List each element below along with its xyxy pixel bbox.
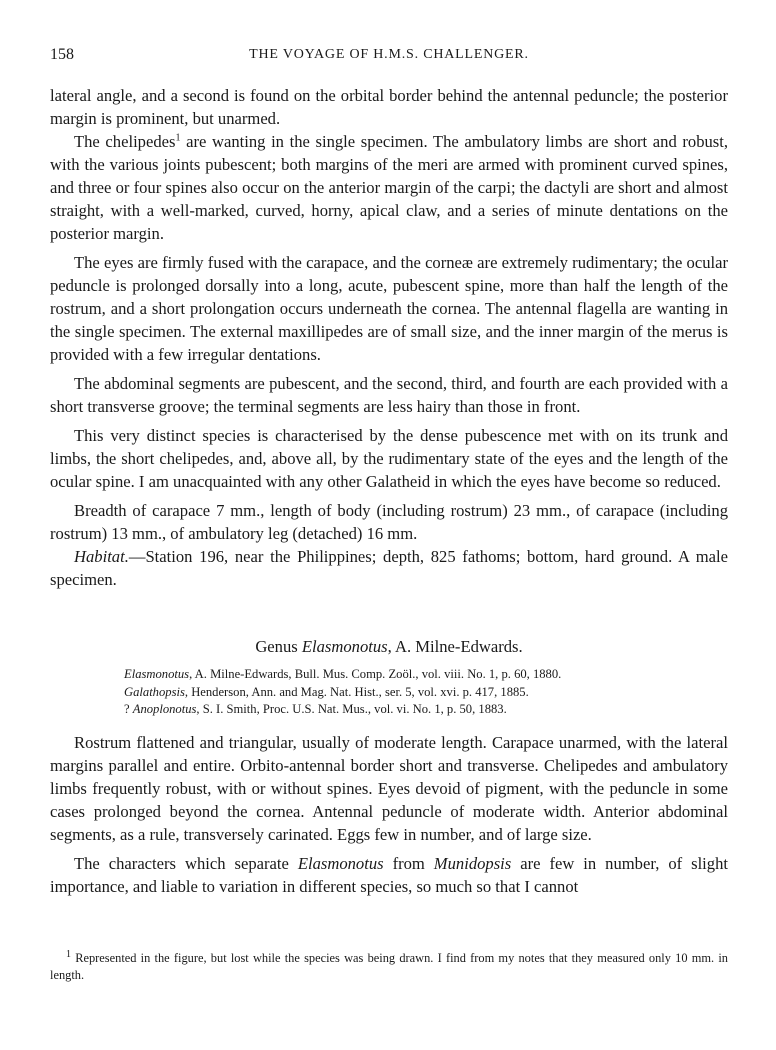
genus-name: Elasmonotus xyxy=(301,637,388,656)
paragraph-measurements: Breadth of carapace 7 mm., length of body (including rostrum) 23 mm., of carapace (including rostrum) 13 mm., of ambulatory leg (detached) 16 mm. xyxy=(50,501,728,543)
footnote-body: Represented in the figure, but lost while the species was being drawn. I find from my notes that they measured only 10 mm. in length. xyxy=(50,951,728,982)
chelipedes-text-rest: are wanting in the single specimen. The ambulatory limbs are short and robust, with the various joints pubescent; both margins of the meri are armed with prominent curved spines, and three or four spines also occur on the anterior margin of the carpi; the dactyli are short and almost straight, with a well-marked, curved, horny, apical claw, and a series of minute dentations on the posterior margin. xyxy=(50,132,728,243)
paragraph-eyes: The eyes are firmly fused with the carapace, and the corneæ are extremely rudimentary; the ocular peduncle is prolonged dorsally into a long, acute, pubescent spine, more than half the length of the rostrum, and a short prolongation occurs underneath the cornea. The antennal flagella are wanting in the single specimen. The external maxillipedes are of small size, and the inner margin of the merus is provided with a few irregular dentations. xyxy=(50,253,728,364)
synonym-entry xyxy=(124,701,728,719)
synonym-reference: , S. I. Smith, Proc. U.S. Nat. Mus., vol. vi. No. 1, p. 50, 1883. xyxy=(196,702,507,716)
synonym-name: Galathopsis xyxy=(124,684,185,699)
synonymy-list xyxy=(124,666,728,719)
running-title: THE VOYAGE OF H.M.S. CHALLENGER. xyxy=(249,47,529,62)
comparison-text-3: are few in number, of slight importance, and liable to variation in different species, so much so that I cannot xyxy=(50,853,728,896)
synonym-mark: ? xyxy=(124,702,133,716)
paragraph-genus-comparison xyxy=(50,852,728,898)
genus-prefix: Genus xyxy=(255,637,302,656)
footnote-text xyxy=(50,950,728,984)
page-body xyxy=(50,84,728,898)
paragraph-genus-diagnosis: Rostrum flattened and triangular, usually of moderate length. Carapace unarmed, with the lateral margins parallel and entire. Orbito-antennal border short and transverse. Chelipedes and ambulatory limbs frequently robust, with or without spines. Eyes devoid of pigment, with the peduncle in some cases prolonged beyond the cornea. Antennal peduncle of moderate width. Anterior abdominal segments, as a rule, transversely carinated. Eggs few in number, and of large size. xyxy=(50,732,728,844)
genus-name-munidopsis: Munidopsis xyxy=(433,853,512,873)
synonym-entry xyxy=(124,666,728,684)
paragraph-species-summary: This very distinct species is characterised by the dense pubescence met with on its trunk and limbs, the short chelipedes, and, above all, by the rudimentary state of the eyes and the length of the ocular spine. I am unacquainted with any other Galatheid in which the eyes have become so reduced. xyxy=(50,426,728,491)
comparison-text-2: from xyxy=(383,853,434,873)
page-header xyxy=(50,46,728,70)
genus-authority: , A. Milne-Edwards. xyxy=(387,637,523,656)
habitat-text: —Station 196, near the Philippines; depth, 825 fathoms; bottom, hard ground. A male specimen. xyxy=(50,547,728,589)
synonym-reference: , Henderson, Ann. and Mag. Nat. Hist., ser. 5, vol. xvi. p. 417, 1885. xyxy=(184,684,529,699)
habitat-label: Habitat. xyxy=(74,547,129,566)
synonym-name: Elasmonotus xyxy=(124,667,190,681)
page-number: 158 xyxy=(50,46,74,63)
footnote-mark: 1 xyxy=(66,948,71,960)
comparison-text-1: The characters which separate xyxy=(74,853,298,873)
chelipedes-text-start: The chelipedes xyxy=(74,132,176,151)
genus-name-elasmonotus: Elasmonotus xyxy=(297,853,384,873)
paragraph-habitat xyxy=(50,545,728,591)
synonym-name: Anoplonotus xyxy=(132,702,197,716)
footnote-reference: 1 xyxy=(175,132,181,144)
genus-heading xyxy=(50,635,728,658)
paragraph-chelipedes xyxy=(50,130,728,245)
paragraph-lateral-angle: lateral angle, and a second is found on the orbital border behind the antennal peduncle; the posterior margin is prominent, but unarmed. xyxy=(50,86,728,128)
synonym-entry xyxy=(124,684,728,702)
synonym-reference: , A. Milne-Edwards, Bull. Mus. Comp. Zoöl., vol. viii. No. 1, p. 60, 1880. xyxy=(189,667,562,681)
footnote xyxy=(50,950,728,984)
paragraph-abdominal: The abdominal segments are pubescent, and the second, third, and fourth are each provided with a short transverse groove; the terminal segments are less hairy than those in front. xyxy=(50,374,728,416)
